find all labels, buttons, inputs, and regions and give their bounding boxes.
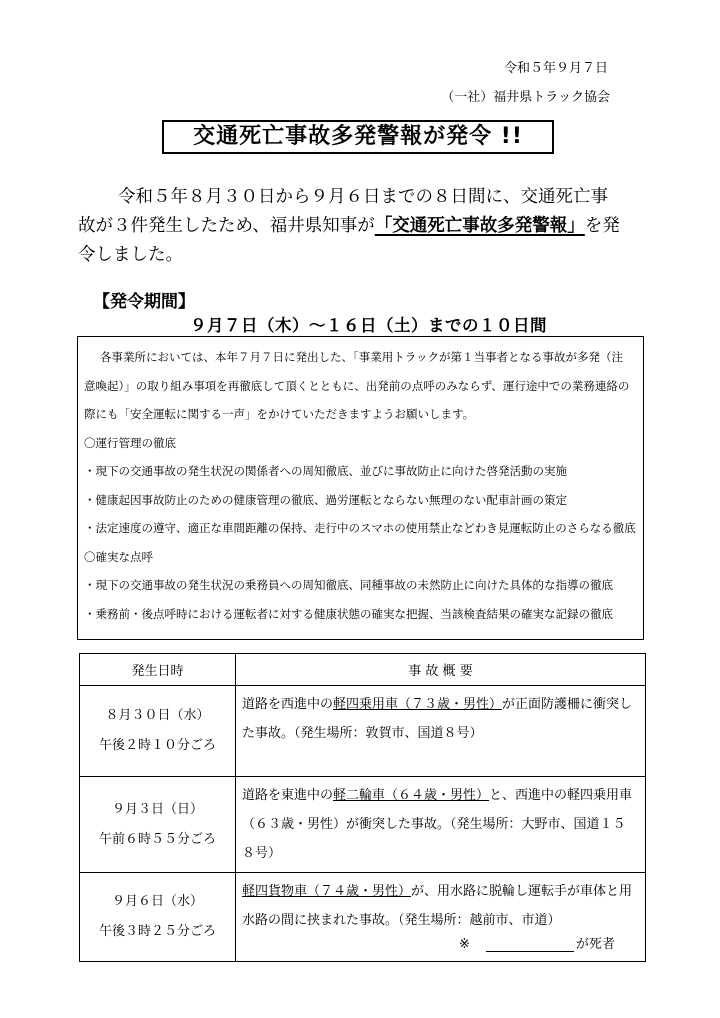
footnote <box>459 933 615 952</box>
summary-pre: 道路を西進中の <box>242 697 334 712</box>
table-row <box>80 777 646 873</box>
victim-vehicle: 軽二輪車（６４歳・男性） <box>333 788 490 803</box>
victim-vehicle: 軽四貨物車（７４歳・男性） <box>242 884 412 899</box>
page-title: 交通死亡事故多発警報が発令 !! <box>162 120 554 154</box>
list-item: ・健康起因事故防止のための健康管理の徹底、過労運転とならない無理のない配車計画の策定 <box>84 492 567 507</box>
intro-paragraph <box>78 183 623 270</box>
underline-sample <box>486 939 574 952</box>
date-cell <box>80 777 236 873</box>
organization-name: （一社）福井県トラック協会 <box>441 90 610 105</box>
warning-name: 「交通死亡事故多発警報」 <box>374 216 585 236</box>
summary-post: と、西進中の軽四乗用車（６３歳・男性）が衝突した事故。（発生場所：大野市、国道１５８号） <box>242 788 633 861</box>
table-row <box>80 686 646 777</box>
list-item: ・乗務前・後点呼時における運転者に対する健康状態の確実な把握、当該検査結果の確実な記録の徹底 <box>84 606 613 621</box>
accident-time: 午後２時１０分ごろ <box>98 738 216 753</box>
footnote-mark: ※ <box>459 937 470 952</box>
victim-vehicle: 軽四乗用車（７３歳・男性） <box>333 697 503 712</box>
intro-text: 令和５年８月３０日から９月６日までの８日間に、交通死亡事故が３件発生したため、福井県知事が <box>78 187 608 236</box>
summary-post: が、用水路に脱輪し運転手が車体と用水路の間に挟まれた事故。（発生場所：越前市、市道） <box>242 884 633 928</box>
list-item: ・現下の交通事故の発生状況の関係者への周知徹底、並びに事故防止に向けた啓発活動の実施 <box>84 464 567 478</box>
accident-table <box>79 653 646 962</box>
period-heading: 【発令期間】 <box>93 292 195 312</box>
accident-date: ９月３日（日） <box>111 801 203 817</box>
notice-paragraph: 各事業所においては、本年７月７日に発出した、「事業用トラックが第１当事者となる事故が多発（注意喚起）」の取り組み事項を再徹底して頂くとともに、出発前の点呼のみならず、運行途中での業務連絡の際にも「安全運転に関する一声」をかけていただきますようお願いします。 <box>84 350 630 421</box>
accident-time: 午後３時２５分ごろ <box>98 924 216 939</box>
date-cell <box>80 686 236 777</box>
section-heading: 〇確実な点呼 <box>84 549 153 564</box>
intro-text-end: を発令しました。 <box>78 216 620 265</box>
table-header-row <box>80 654 646 686</box>
list-item: ・現下の交通事故の発生状況の乗務員への周知徹底、同種事故の未然防止に向けた具体的な指導の徹底 <box>84 578 613 592</box>
date-cell <box>80 873 236 962</box>
notice-box <box>77 336 644 640</box>
footnote-text: が死者 <box>575 937 615 952</box>
section-heading: 〇運行管理の徹底 <box>84 435 176 450</box>
accident-date: ９月６日（水） <box>111 894 203 909</box>
period-text: ９月７日（木）～１６日（土）までの１０日間 <box>190 316 547 335</box>
list-item: ・法定速度の遵守、適正な車間距離の保持、走行中のスマホの使用禁止などわき見運転防止のさらなる徹底 <box>84 521 636 535</box>
summary-cell <box>236 777 646 873</box>
column-header-summary: 事 故 概 要 <box>236 654 646 686</box>
summary-cell <box>236 686 646 777</box>
summary-pre: 道路を東進中の <box>242 788 334 803</box>
column-header-date: 発生日時 <box>80 654 236 686</box>
accident-time: 午前６時５５分ごろ <box>98 831 216 847</box>
summary-post: が正面防護柵に衝突した事故。（発生場所：敦賀市、国道８号） <box>242 697 633 741</box>
accident-date: ８月３０日（水） <box>105 708 210 723</box>
document-date: 令和５年９月７日 <box>503 61 608 76</box>
